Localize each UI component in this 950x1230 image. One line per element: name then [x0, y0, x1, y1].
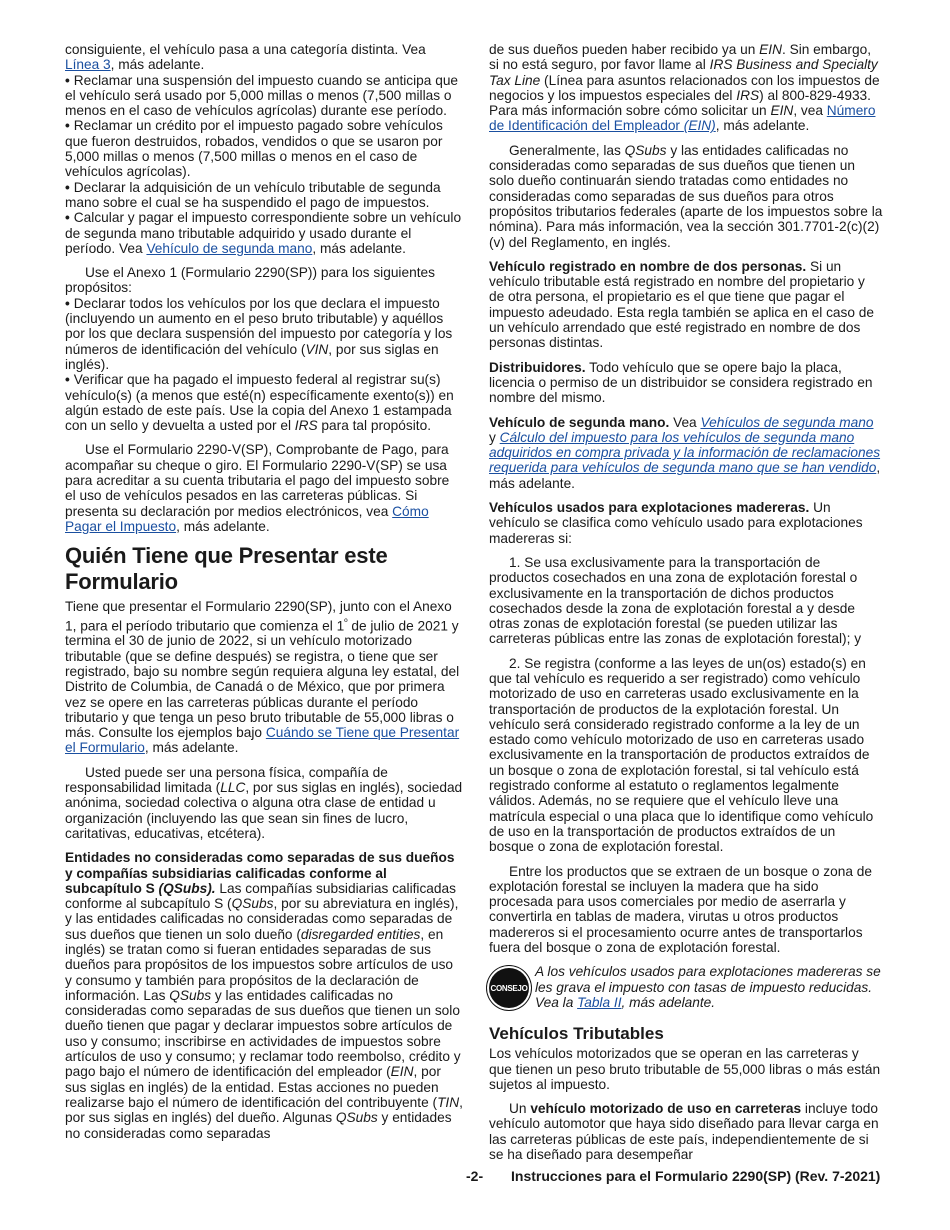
text: Si un vehículo tributable está registrado en nombre del propietario y de otra persona, el propietario es el que tiene que pagar el impuesto adeudado. Esta regla también se aplica en el caso de un vehículo arrendado que esté registrado en nombre de dos personas distintas.	[489, 258, 875, 351]
text: VIN	[305, 341, 329, 357]
footer-title: Instrucciones para el Formulario 2290(SP) (Rev. 7-2021)	[511, 1168, 881, 1184]
section-heading: Quién Tiene que Presentar este Formulario	[65, 543, 388, 595]
text: Declarar la adquisición de un vehículo tributable de segunda mano sobre el cual se ha suspendido el pago de impuestos.	[65, 179, 441, 210]
text: EIN	[759, 42, 782, 57]
text: y las entidades calificadas no consideradas como separadas de sus dueños que tienen un solo dueño continuarán siendo tratadas como entidades no consideradas como separadas de sus dueños para otros propósitos tributarios federales (aparte de los impuestos sobre la nómina). Para más información, vea la sección 301.7701-2(c)(2)(v) del Reglamento, en inglés.	[489, 142, 883, 250]
text: º	[344, 616, 348, 627]
paragraph	[489, 415, 883, 491]
text: A los vehículos usados para explotaciones madereras se les grava el impuesto con tasas de impuesto reducidas. Vea la	[535, 964, 881, 1010]
paragraph	[65, 42, 463, 73]
paragraph	[489, 500, 883, 546]
text: , en inglés) se tratan como si fueran entidades separadas de sus dueños para propósitos de los impuestos sobre artículos de uso y consumo y también para propósitos de la declaración de información. Las	[65, 926, 454, 1003]
text: Vehículos de segunda mano	[700, 414, 874, 430]
text: (EIN)	[683, 118, 716, 134]
text: ) al 800-829-4933. Para más información sobre cómo solicitar un	[489, 87, 871, 119]
text: QSubs	[335, 1110, 378, 1126]
text: Calcular y pagar el impuesto correspondiente sobre un vehículo de segunda mano tributable adquirido y usado durante el período. Vea	[65, 210, 462, 256]
text: de julio de 2021 y termina el 30 de junio de 2022, si un vehículo motorizado tributable (que se define después) se registra, o tiene que ser registrado, bajo su nombre según requiera alguna ley estatal, del Distrito de Columbia, de Canadá o de México, que por primera vez se opere en las carreteras públicas durante el período tributario y que tenga un peso bruto tributable de 55,000 libras o más. Consulte los ejemplos bajo	[65, 618, 460, 741]
link-calculo-impuesto[interactable]	[489, 430, 880, 476]
text: EIN	[770, 103, 794, 119]
text: Use el Anexo 1 (Formulario 2290(SP)) para los siguientes propósitos:	[65, 265, 435, 296]
text: , por sus siglas en inglés) del dueño. Algunas	[65, 1094, 463, 1126]
bullet-item	[65, 296, 463, 372]
paragraph	[489, 143, 883, 250]
paragraph: Los vehículos motorizados que se operan en las carreteras y que tienen un peso bruto tributable de 55,000 libras o más están sujetos al impuesto.	[489, 1046, 881, 1092]
text: Distribuidores.	[489, 359, 586, 375]
text: Use el Formulario 2290-V(SP), Comprobante de Pago, para acompañar su cheque o giro. El Formulario 2290-V(SP) se usa para acreditar a su cuenta tributaria el pago del impuesto sobre el uso de vehículos pesados en las carreteras públicas. Si presenta su declaración por medios electrónicos, vea	[65, 442, 450, 519]
text: y las entidades calificadas no consideradas como separadas de sus dueños que tienen un solo dueño tienen que pagar y declarar impuestos sobre artículos de uso y consumo; inscribirse en actividades de impuestos sobre artículos de uso y consumo; y reclamar todo reembolso, crédito y pago bajo el número de identificación del empleador (	[65, 987, 461, 1080]
text: y	[489, 429, 500, 445]
consejo-icon	[489, 968, 529, 1008]
text: , por sus siglas en inglés).	[65, 341, 439, 372]
paragraph	[65, 442, 463, 534]
bullet-item	[65, 210, 463, 256]
bullet-item	[65, 372, 463, 433]
text: . Sin embargo, si no está seguro, por favor llame al	[489, 42, 871, 73]
text: IRS Business and Specialty Tax Line	[489, 57, 878, 88]
tip-text	[535, 964, 883, 1010]
right-column	[489, 42, 883, 1162]
text: QSubs	[169, 987, 212, 1003]
text: Vehículos usados para explotaciones madereras.	[489, 500, 810, 516]
link-linea-3[interactable]: Línea 3	[65, 57, 111, 73]
text: QSubs	[624, 142, 667, 158]
text: Reclamar una suspensión del impuesto cuando se anticipa que el vehículo será usado por 5,000 millas o menos (7,500 millas o menos en el caso de vehículos agrícolas) durante ese período.	[65, 72, 459, 119]
text: (QSubs).	[158, 880, 216, 896]
left-column	[65, 42, 463, 1141]
text: , más adelante.	[110, 57, 205, 73]
paragraph	[65, 850, 463, 1141]
text: para tal propósito.	[317, 418, 431, 434]
link-cuando-presentar[interactable]: Cuándo se Tiene que Presentar el Formulario	[65, 725, 460, 756]
page-number: -2-	[466, 1168, 484, 1184]
text: CONSEJO	[490, 983, 528, 993]
text: IRS	[294, 418, 318, 434]
paragraph	[489, 360, 883, 406]
text: Generalmente, las	[509, 142, 625, 158]
text: QSubs	[231, 896, 274, 912]
text: Declarar todos los vehículos por los que declara el impuesto (incluyendo un aumento en el peso bruto tributable) y aquéllos por los que declara suspensión del impuesto por categoría y los números de identificación del vehículo (	[65, 295, 453, 357]
text: Usted puede ser una persona física, compañía de responsabilidad limitada (	[65, 764, 388, 796]
paragraph: Entre los productos que se extraen de un bosque o zona de explotación forestal se incluyen la madera que ha sido procesada para usos comerciales por medio de aserrarla y convertirla en tablas de madera, virutas u otros productos madereros si el procesamiento ocurre antes de transportarlos fuera del bosque o zona de explotación forestal.	[489, 863, 872, 956]
paragraph	[65, 765, 463, 841]
link-tabla-ii[interactable]: Tabla II	[577, 994, 622, 1010]
text: IRS	[736, 87, 760, 103]
paragraph	[489, 259, 883, 351]
text: Vea	[669, 414, 701, 430]
text: Cálculo del impuesto para los vehículos de segunda mano adquiridos en compra privada y la información de reclamaciones requerida para vehículos de segunda mano que se han vendido	[489, 429, 881, 476]
text: , más adelante.	[715, 118, 810, 134]
page-footer	[466, 1168, 880, 1184]
text: Un	[509, 1101, 531, 1117]
text: vehículo motorizado de uso en carreteras	[530, 1101, 802, 1117]
text: , más adelante.	[489, 460, 881, 491]
section-heading: Vehículos Tributables	[489, 1024, 664, 1044]
text: , por sus siglas en inglés), sociedad anónima, sociedad colectiva o alguna otra clase de entidad u organización (incluyendo las que sean sin fines de lucro, caritativas, educativas, etcétera).	[65, 780, 463, 841]
bullet-item	[65, 180, 463, 211]
link-vehiculo-segunda-mano[interactable]: Vehículo de segunda mano	[146, 240, 313, 256]
text: incluye todo vehículo automotor que haya sido diseñado para llevar carga en las carreteras públicas de este país, independientemente de si se ha diseñado para desempeñar	[489, 1101, 879, 1162]
text: Todo vehículo que se opere bajo la placa, licencia o permiso de un distribuidor se considera registrado en nombre del mismo.	[489, 359, 873, 406]
text: Tiene que presentar el Formulario 2290(SP), junto con el Anexo 1, para el período tributario que comienza el 1	[65, 599, 452, 634]
text: Las compañías subsidiarias calificadas conforme al subcapítulo S (	[65, 880, 456, 912]
text: Vehículo registrado en nombre de dos personas.	[489, 258, 807, 274]
text: , más adelante.	[176, 518, 270, 534]
text: Vehículo de segunda mano.	[489, 414, 670, 430]
paragraph	[65, 265, 463, 296]
paragraph	[65, 599, 463, 756]
text: , más adelante.	[621, 994, 716, 1010]
text: , por su abreviatura en inglés), y las entidades calificadas no consideradas como separadas de sus dueños que tienen un solo dueño (	[65, 896, 459, 942]
text: y entidades no consideradas como separadas	[65, 1110, 452, 1141]
text: consiguiente, el vehículo pasa a una categoría distinta. Vea	[65, 42, 426, 57]
text: Verificar que ha pagado el impuesto federal al registrar su(s) vehículo(s) (a menos que esté(n) específicamente exento(s)) en algún estado de este país. Use la copia del Anexo 1 estampada con un sello y devuelta a usted por el	[65, 372, 454, 434]
text: de sus dueños pueden haber recibido ya un	[489, 42, 760, 57]
text: , más adelante.	[144, 740, 239, 756]
text: Entidades no consideradas como separadas de sus dueños y compañías subsidiarias calificadas conforme al subcapítulo S	[65, 850, 455, 896]
numbered-item: 2. Se registra (conforme a las leyes de un(os) estado(s) en que tal vehículo es requerido a ser registrado) como vehículo motorizado de uso en carreteras usado exclusivamente en la transportación de productos de la explotación forestal. Un vehículo será considerado registrado conforme a la ley de un estado como vehículo motorizado de uso en carreteras usado exclusivamente en la transportación de productos extraídos de un bosque o zona de explotación forestal, si tal vehículo está registrado conforme al estatuto o reglamentos legalmente válidos. Además, no se requiere que el vehículo lleve una matrícula especial o una placa que lo identifique como vehículo de uso en la transportación de productos extraídos de un bosque o zona de explotación forestal.	[489, 655, 874, 855]
link-vehiculos-segunda-mano[interactable]	[700, 415, 873, 430]
bullet-item	[65, 118, 463, 179]
link-como-pagar[interactable]: Cómo Pagar el Impuesto	[65, 503, 429, 534]
text: TIN	[437, 1094, 460, 1110]
text: , por sus siglas en inglés) de la entidad. Estas acciones no pueden realizarse bajo el número de identificación del contribuyente (	[65, 1064, 441, 1110]
text: Número de Identificación del Empleador	[489, 103, 876, 134]
text: EIN	[390, 1064, 414, 1080]
text: Reclamar un crédito por el impuesto pagado sobre vehículos que fueron destruidos, robados, vendidos o que se usaron por 5,000 millas o menos (7,500 millas o menos en el caso de vehículos agrícolas).	[65, 118, 443, 180]
text: , vea	[793, 103, 827, 119]
text: Un vehículo se clasifica como vehículo usado para explotaciones madereras si:	[489, 500, 863, 546]
text: , más adelante.	[312, 240, 406, 256]
tip-box	[489, 964, 883, 1010]
numbered-item: 1. Se usa exclusivamente para la transportación de productos cosechados en una zona de explotación forestal o exclusivamente en la transportación de dichos productos cosechados desde la zona de explotación forestal a y desde otras zonas de explotación forestal (se pueden utilizar las carreteras públicas entre las zonas de explotación forestal); y	[489, 554, 862, 647]
bullet-item	[65, 73, 463, 119]
text: disregarded entities	[300, 926, 421, 942]
text: LLC	[220, 780, 246, 796]
text: (Línea para asuntos relacionados con los impuestos de negocios y los impuestos especiales del	[489, 72, 880, 103]
paragraph	[489, 42, 883, 134]
paragraph	[489, 1101, 883, 1162]
